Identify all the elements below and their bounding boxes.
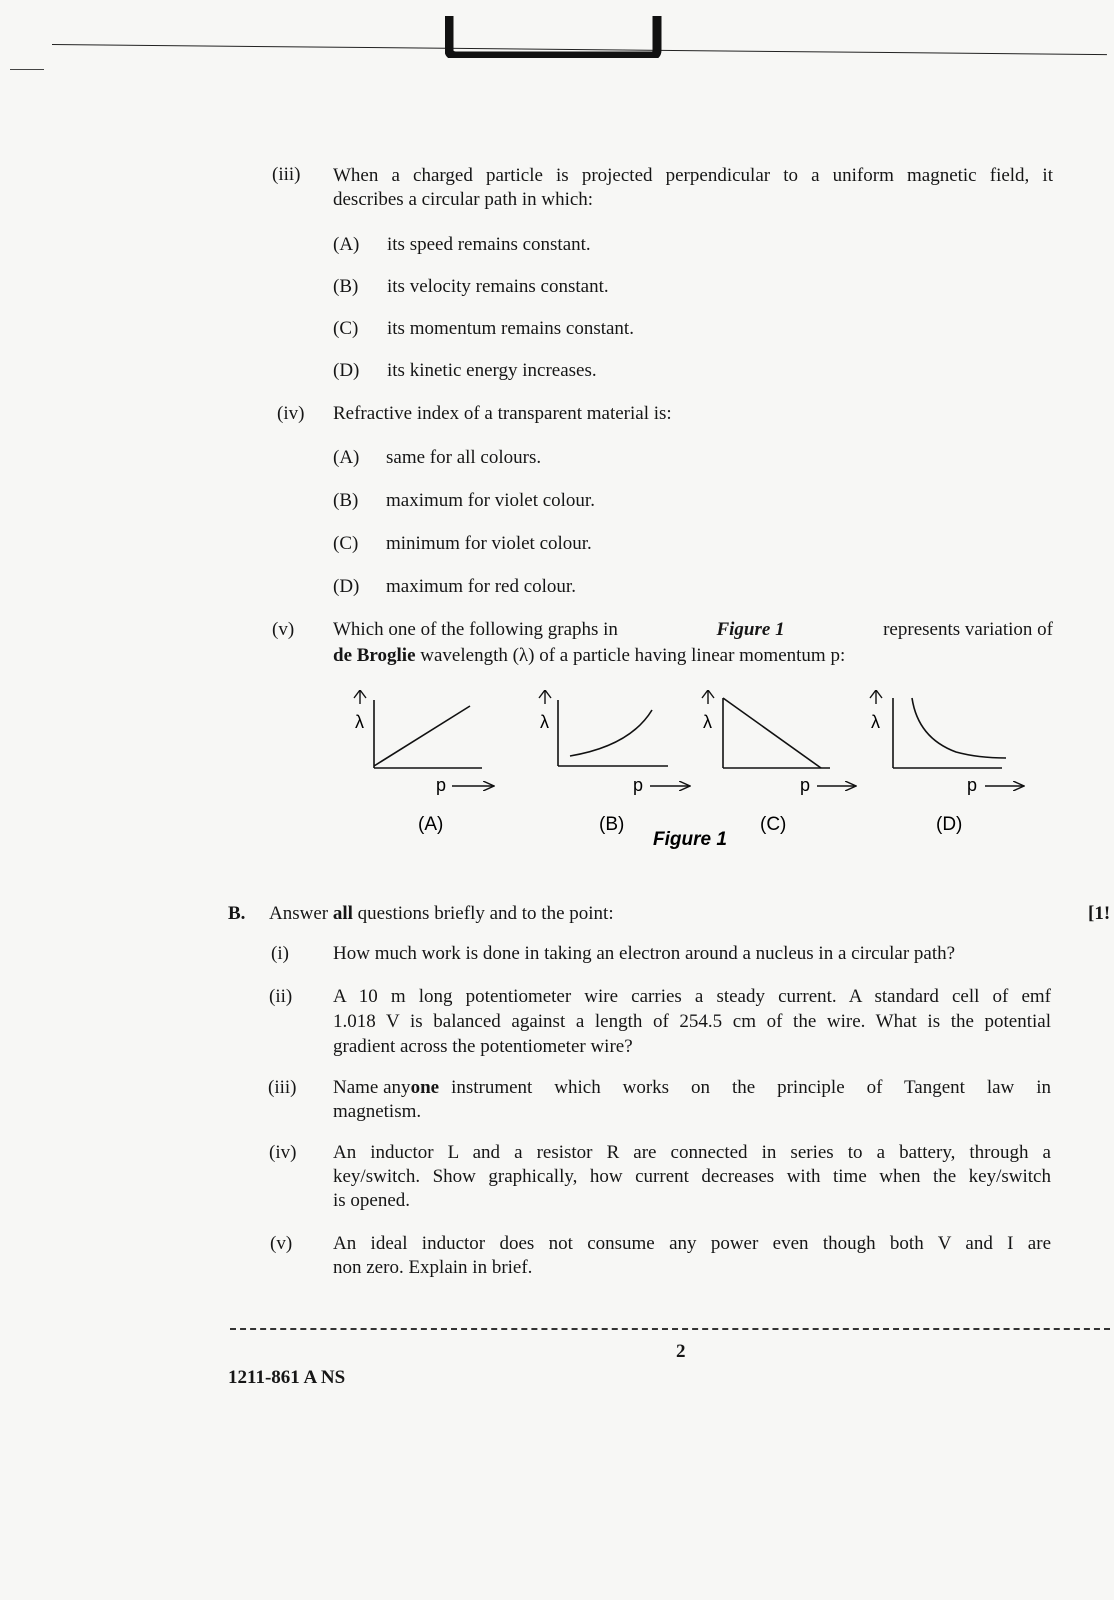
question-text: describes a circular path in which:	[333, 189, 594, 210]
y-axis-label: λ	[703, 712, 712, 732]
question-text: non zero. Explain in brief.	[333, 1257, 533, 1278]
question-number: (v)	[270, 1233, 293, 1254]
question-text: 1.018 V is balanced against a length of 254.5 cm of the wire. What is the potential	[333, 1011, 1051, 1032]
bold-term: all	[332, 903, 353, 924]
question-number: (iii)	[268, 1077, 297, 1098]
question-number: (i)	[271, 943, 289, 964]
graph-label: (A)	[418, 814, 444, 835]
question-number: (iii)	[272, 164, 301, 185]
binding-mark	[445, 14, 663, 58]
question-text: Name any one instrument which works on the principle of Tangent law in	[333, 1077, 1051, 1098]
option-letter: (A)	[333, 447, 360, 468]
question-text: How much work is done in taking an electron around a nucleus in a circular path?	[333, 943, 956, 964]
y-axis-label: λ	[540, 712, 549, 732]
question-text: is opened.	[333, 1190, 411, 1211]
graph-label: (C)	[760, 814, 787, 835]
question-text	[333, 618, 1053, 642]
x-axis-label: p	[633, 775, 644, 795]
paper-code: 1211-861 A NS	[228, 1367, 346, 1388]
option-letter: (B)	[333, 276, 359, 297]
x-axis-label: p	[800, 775, 811, 795]
bold-term: de Broglie	[333, 645, 416, 666]
option-letter: (B)	[333, 490, 359, 511]
question-text: Refractive index of a transparent material is:	[333, 403, 672, 424]
question-number: (iv)	[269, 1142, 297, 1163]
graph-c	[702, 690, 856, 835]
question-text: gradient across the potentiometer wire?	[333, 1036, 633, 1057]
option-text: its kinetic energy increases.	[387, 360, 597, 381]
question-text-part: wavelength (λ) of a particle having linear momentum p:	[420, 645, 846, 666]
figure-1	[330, 690, 1030, 870]
bold-term: one	[410, 1077, 440, 1098]
option-text: minimum for violet colour.	[386, 533, 592, 554]
question-text: An ideal inductor does not consume any power even though both V and I are	[333, 1233, 1051, 1254]
question-text-part: represents variation of	[883, 619, 1053, 640]
graph-label: (D)	[936, 814, 963, 835]
graph-a	[354, 690, 494, 835]
graph-d	[870, 690, 1024, 835]
figure-caption: Figure 1	[653, 829, 727, 850]
question-text: When a charged particle is projected perpendicular to a uniform magnetic field, it	[333, 165, 1053, 186]
option-text: maximum for violet colour.	[386, 490, 595, 511]
option-text: its speed remains constant.	[387, 234, 591, 255]
question-text: key/switch. Show graphically, how current decreases with time when the key/switch	[333, 1166, 1051, 1187]
x-axis-label: p	[436, 775, 447, 795]
figure-reference: Figure 1	[716, 619, 785, 640]
option-letter: (C)	[333, 533, 359, 554]
question-number: (iv)	[277, 403, 305, 424]
question-number: (ii)	[269, 986, 293, 1007]
option-text: its velocity remains constant.	[387, 276, 609, 297]
option-text: maximum for red colour.	[386, 576, 576, 597]
section-heading: Answer all questions briefly and to the point:	[269, 903, 614, 924]
option-letter: (D)	[333, 576, 360, 597]
y-axis-label: λ	[355, 712, 364, 732]
option-text: its momentum remains constant.	[387, 318, 634, 339]
question-text: magnetism.	[333, 1101, 422, 1122]
section-letter: B.	[228, 903, 246, 924]
graph-b	[539, 690, 690, 835]
question-text	[333, 644, 845, 668]
page-number: 2	[676, 1341, 686, 1362]
y-axis-label: λ	[871, 712, 880, 732]
option-letter: (D)	[333, 360, 360, 381]
x-axis-label: p	[967, 775, 978, 795]
marks-label: [1!	[1088, 903, 1111, 924]
question-text: An inductor L and a resistor R are connected in series to a battery, through a	[333, 1142, 1051, 1163]
question-text-part: Which one of the following graphs in	[333, 619, 618, 640]
question-text: A 10 m long potentiometer wire carries a steady current. A standard cell of emf	[333, 986, 1051, 1007]
option-letter: (A)	[333, 234, 360, 255]
footer-dashed-rule	[230, 1328, 1110, 1330]
graph-label: (B)	[599, 814, 625, 835]
question-number: (v)	[272, 619, 295, 640]
option-letter: (C)	[333, 318, 359, 339]
header-stub-left	[10, 69, 44, 70]
option-text: same for all colours.	[386, 447, 542, 468]
